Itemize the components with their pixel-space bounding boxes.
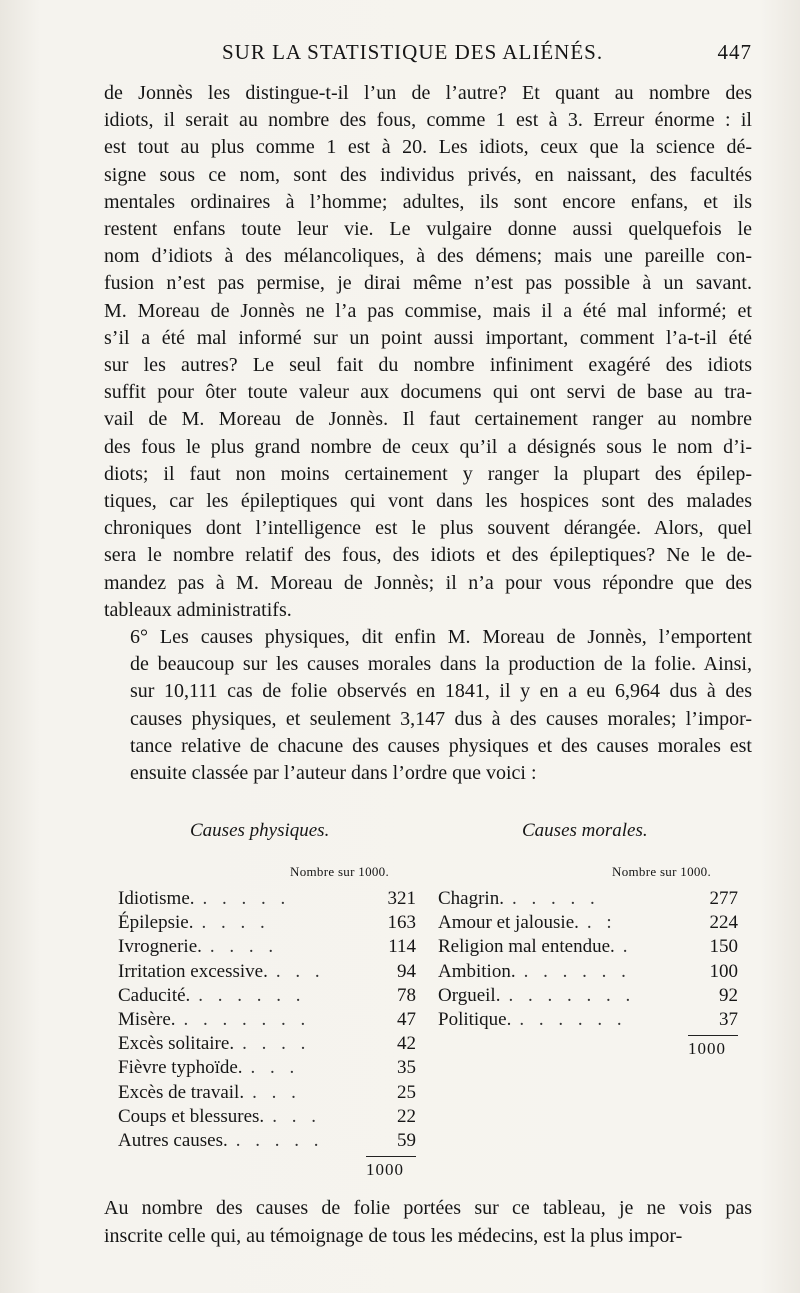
- physical-cause-leader-dots: . . . .: [209, 936, 279, 958]
- physical-cause-label: Épilepsie.: [118, 912, 194, 934]
- body-text: [104, 80, 752, 787]
- moral-cause-total: 1000: [688, 1039, 726, 1059]
- physical-cause-label: Excès de travail.: [118, 1081, 245, 1103]
- physical-cause-value: 22: [397, 1105, 416, 1127]
- text-line: sur les autres? Le seul fait du nombre infiniment exagéré des idiots: [104, 354, 752, 377]
- physical-cause-value: 47: [397, 1009, 416, 1030]
- moral-cause-leader-dots: . . . . . .: [523, 960, 631, 982]
- text-line: inscrite celle qui, au témoignage de tous les médecins, est la plus impor-: [104, 1225, 683, 1247]
- text-line: ensuite classée par l’auteur dans l’ordre que voici :: [130, 762, 537, 785]
- physical-cause-value: 25: [397, 1081, 416, 1103]
- physical-cause-row: [118, 1033, 416, 1057]
- physical-cause-value: 321: [387, 888, 416, 909]
- paragraph-2: [104, 624, 752, 787]
- text-line: idiots, il serait au nombre des fous, comme 1 est à 3. Erreur énorme : il: [104, 109, 752, 132]
- moral-cause-leader-dots: . . . . . .: [519, 1009, 627, 1030]
- physical-causes-title: Causes physiques.: [190, 820, 330, 841]
- physical-cause-row: [118, 1057, 416, 1081]
- physical-cause-value: 59: [397, 1130, 416, 1151]
- running-head-title: SUR LA STATISTIQUE DES ALIÉNÉS.: [222, 40, 604, 64]
- moral-cause-row: [438, 888, 738, 912]
- text-line: fusion n’est pas permise, je dirai même n’est pas possible à un savant.: [104, 272, 752, 295]
- physical-causes-subheader: Nombre sur 1000.: [290, 864, 390, 879]
- physical-cause-value: 163: [387, 912, 416, 934]
- moral-cause-row: [438, 961, 738, 985]
- text-line: causes physiques, et seulement 3,147 dus à des causes morales; l’impor-: [130, 707, 752, 730]
- moral-cause-row: [438, 912, 738, 936]
- moral-cause-value: 224: [709, 912, 738, 934]
- moral-cause-label: Amour et jalousie.: [438, 912, 579, 934]
- moral-cause-leader-dots: .: [622, 936, 633, 958]
- moral-cause-label: Orgueil.: [438, 984, 501, 1006]
- physical-cause-row: [118, 912, 416, 936]
- physical-cause-label: Idiotisme.: [118, 888, 195, 909]
- physical-cause-row: [118, 888, 416, 912]
- physical-cause-leader-dots: . . .: [252, 1081, 301, 1103]
- text-line: Au nombre des causes de folie portées sur ce tableau, je ne vois pas: [104, 1197, 752, 1219]
- physical-cause-value: 94: [397, 960, 416, 982]
- physical-cause-leader-dots: . . . . . .: [198, 984, 306, 1006]
- page-number: 447: [717, 40, 752, 64]
- physical-cause-row: [118, 936, 416, 960]
- physical-cause-leader-dots: . . . . .: [235, 1130, 324, 1151]
- moral-cause-total-rule: [688, 1035, 738, 1036]
- physical-cause-value: 114: [388, 936, 416, 958]
- text-line: diots; il faut non moins certainement y ranger la plupart des épilep-: [104, 462, 752, 485]
- physical-cause-label: Ivrognerie.: [118, 936, 202, 958]
- physical-cause-value: 78: [397, 984, 416, 1006]
- physical-cause-label: Autres causes.: [118, 1130, 228, 1151]
- text-line: chroniques dont l’intelligence est le plus souvent dérangée. Alors, quel: [104, 517, 752, 540]
- text-line: de beaucoup sur les causes morales dans la production de la folie. Ainsi,: [130, 653, 752, 676]
- physical-cause-row: [118, 1130, 416, 1154]
- text-line: suffit pour ôter toute valeur aux documens qui ont servi de base au tra-: [104, 381, 752, 404]
- physical-cause-total: 1000: [366, 1160, 404, 1180]
- moral-cause-label: Chagrin.: [438, 888, 504, 909]
- text-line: tance relative de chacune des causes physiques et des causes morales est: [130, 734, 752, 757]
- physical-cause-leader-dots: . . .: [250, 1057, 300, 1079]
- moral-cause-value: 150: [709, 936, 738, 958]
- physical-cause-leader-dots: . . .: [272, 1105, 321, 1127]
- text-line: des fous le plus grand nombre de ceux qu’il a désignés sous le nom d’i-: [104, 435, 752, 458]
- physical-cause-row: [118, 1106, 416, 1130]
- physical-cause-leader-dots: . . .: [275, 960, 325, 982]
- moral-cause-leader-dots: . . . . . . .: [508, 984, 636, 1006]
- moral-cause-label: Religion mal entendue.: [438, 936, 615, 958]
- physical-cause-row: [118, 985, 416, 1009]
- physical-cause-row: [118, 1082, 416, 1106]
- moral-cause-row: [438, 985, 738, 1009]
- moral-cause-label: Politique.: [438, 1009, 512, 1030]
- text-line: tiques, car les épileptiques qui vont dans les hospices sont des malades: [104, 490, 752, 513]
- moral-cause-value: 37: [719, 1009, 738, 1030]
- text-line: vail de M. Moreau de Jonnès. Il faut certainement ranger au nombre: [104, 408, 752, 431]
- physical-cause-label: Irritation excessive.: [118, 960, 268, 982]
- text-line: signe sous ce nom, sont des individus privés, en naissant, des facultés: [104, 163, 752, 186]
- text-line: s’il a été mal informé sur un point aussi important, comment l’a-t-il été: [104, 326, 752, 349]
- text-line: M. Moreau de Jonnès ne l’a pas commise, mais il a été mal informé; et: [104, 299, 752, 322]
- physical-cause-leader-dots: . . . .: [201, 912, 270, 934]
- text-line: est tout au plus comme 1 est à 20. Les idiots, ceux que la science dé-: [104, 136, 752, 159]
- text-line: mentales ordinaires à l’homme; adultes, ils sont encore enfans, et ils: [104, 190, 752, 213]
- moral-cause-leader-dots: . . . . .: [511, 888, 600, 909]
- physical-cause-row: [118, 1009, 416, 1033]
- physical-cause-leader-dots: . . . . . . .: [183, 1009, 311, 1030]
- text-line: nom d’idiots à des mélancoliques, à des démens; mais une pareille con-: [104, 245, 752, 268]
- physical-cause-value: 42: [397, 1033, 416, 1055]
- physical-cause-label: Excès solitaire.: [118, 1033, 235, 1055]
- physical-cause-label: Fièvre typhoïde.: [118, 1057, 243, 1079]
- closing-text: [104, 1194, 752, 1250]
- text-line: de Jonnès les distingue-t-il l’un de l’autre? Et quant au nombre des: [104, 82, 752, 104]
- text-line: sur 10,111 cas de folie observés en 1841, il y en a eu 6,964 dus à des: [130, 680, 752, 703]
- moral-cause-value: 100: [709, 960, 738, 982]
- physical-cause-leader-dots: . . . . .: [202, 888, 291, 909]
- moral-cause-value: 277: [709, 888, 738, 909]
- moral-cause-row: [438, 936, 738, 960]
- text-line: 6° Les causes physiques, dit enfin M. Moreau de Jonnès, l’emportent: [130, 626, 752, 649]
- physical-cause-label: Caducité.: [118, 984, 191, 1006]
- causes-tables: [104, 820, 764, 1180]
- text-line: restent enfans toute leur vie. Le vulgaire donne aussi quelquefois le: [104, 218, 752, 241]
- physical-cause-total-rule: [366, 1156, 416, 1157]
- moral-cause-row: [438, 1009, 738, 1033]
- physical-cause-leader-dots: . . . .: [242, 1033, 311, 1055]
- text-line: mandez pas à M. Moreau de Jonnès; il n’a pour vous répondre que des: [104, 571, 752, 594]
- paragraph-1: [104, 80, 752, 624]
- physical-cause-row: [118, 961, 416, 985]
- moral-causes-subheader: Nombre sur 1000.: [612, 864, 712, 879]
- running-head: [222, 40, 752, 74]
- physical-cause-label: Coups et blessures.: [118, 1105, 265, 1127]
- moral-cause-label: Ambition.: [438, 960, 516, 982]
- moral-causes-title: Causes morales.: [522, 820, 648, 841]
- text-line: tableaux administratifs.: [104, 598, 292, 621]
- moral-cause-leader-dots: . :: [586, 912, 617, 934]
- text-line: sera le nombre relatif des fous, des idiots et des épileptiques? Ne le de-: [104, 544, 752, 567]
- moral-cause-value: 92: [719, 984, 738, 1006]
- physical-cause-value: 35: [397, 1057, 416, 1079]
- physical-cause-label: Misère.: [118, 1009, 176, 1030]
